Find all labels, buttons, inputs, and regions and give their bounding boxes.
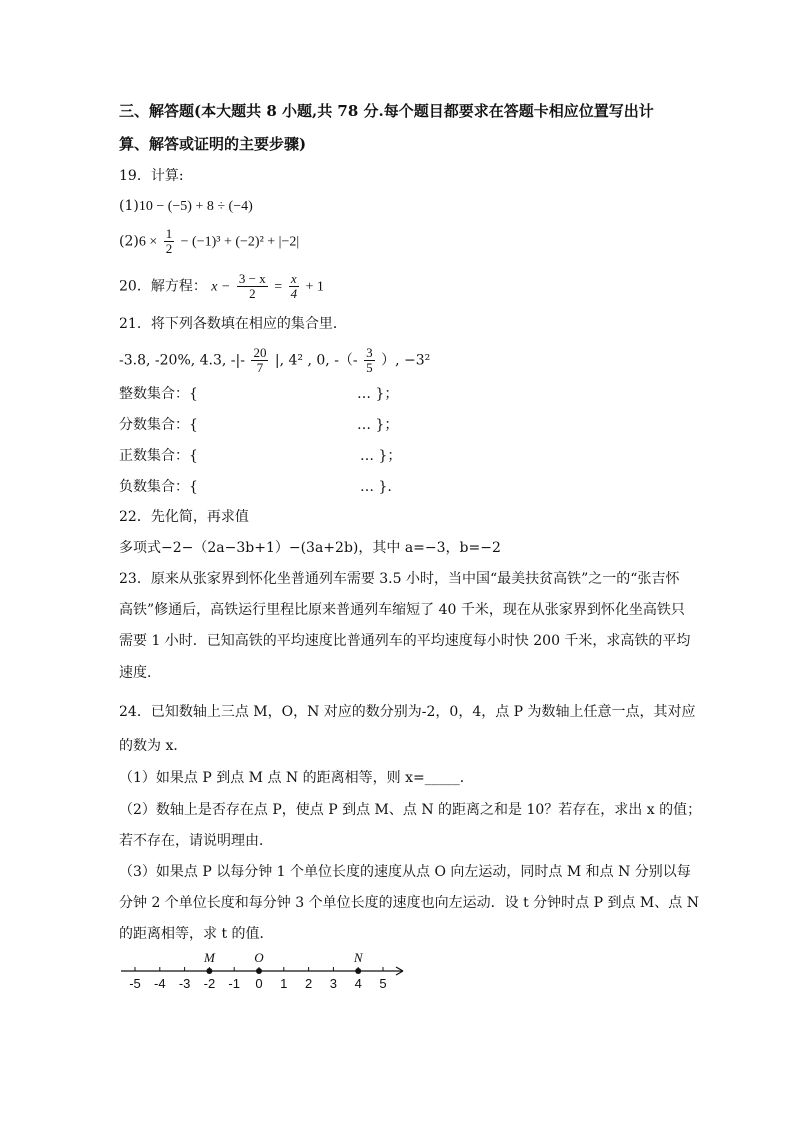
q24-line-2: 的数为 x．	[119, 738, 188, 754]
q20-fraction-1	[237, 272, 268, 301]
q20-title: 20．解方程：	[119, 278, 207, 295]
q21-title: 21．将下列各数填在相应的集合里．	[119, 316, 347, 332]
tick-label: 4	[354, 976, 362, 991]
point-m-marker	[206, 968, 212, 974]
q19-part1-label: (1)	[119, 198, 139, 214]
q19-part1-expr: 10 − (−5) + 8 ÷ (−4)	[138, 199, 253, 214]
q21-nums-part3: ）, −3²	[381, 352, 431, 369]
q24-line-3: （1）如果点 P 到点 M 点 N 的距离相等，则 x=_____．	[119, 770, 474, 786]
q20-tail: + 1	[305, 279, 324, 295]
frac-numerator: x	[289, 272, 300, 287]
q23-line-4: 速度．	[119, 665, 161, 681]
negative-set-row	[119, 477, 419, 497]
tick-label: -5	[129, 976, 141, 991]
q24-line-4: （2）数轴上是否存在点 P，使点 P 到点 M、点 N 的距离之和是 10？若存在，求出 x 的值；	[119, 802, 702, 818]
frac-denominator: 4	[290, 286, 298, 301]
section-heading-line1: 三、解答题(本大题共 8 小题,共 78 分.每个题目都要求在答题卡相应位置写出计	[119, 102, 654, 120]
q21-nums-part2: |, 4² , 0, -（-	[274, 352, 358, 369]
q21-abs-fraction	[251, 346, 268, 375]
positive-set-row	[119, 446, 419, 466]
q24-line-1: 24．已知数轴上三点 M，O，N 对应的数分别为-2，0，4，点 P 为数轴上任意一点，其对应	[119, 704, 696, 720]
frac-denominator: 5	[366, 360, 373, 375]
q20-lhs: x −	[211, 279, 231, 295]
q20-equation	[119, 272, 324, 301]
tick-label: -4	[154, 976, 166, 991]
q21-nums-part1: -3.8, -20%, 4.3, -|-	[119, 352, 245, 369]
q23-line-2: 高铁”修通后，高铁运行里程比原来普通列车缩短了 40 千米，现在从张家界到怀化坐高铁只	[119, 602, 685, 618]
q24-line-8: 的距离相等，求 t 的值．	[119, 926, 274, 942]
q20-equals: =	[274, 279, 283, 295]
negative-set-end: … }.	[360, 479, 392, 495]
q24-line-5: 若不存在，请说明理由．	[119, 833, 273, 849]
q22-body: 多项式−2−（2a−3b+1）−(3a+2b)，其中 a=−3，b=−2	[119, 540, 501, 556]
q19-part2-pre: 6 ×	[138, 234, 158, 250]
section-heading-line2: 算、解答或证明的主要步骤)	[119, 135, 307, 153]
frac-denominator: 2	[249, 286, 256, 301]
q19-part1	[119, 196, 253, 217]
fraction-set-row	[119, 415, 419, 435]
number-line-figure	[119, 944, 409, 996]
frac-numerator: 3 − x	[238, 271, 266, 286]
q20-fraction-2	[289, 272, 300, 301]
frac-denominator: 2	[165, 241, 173, 256]
tick-label: -3	[178, 976, 191, 991]
point-o-marker	[256, 968, 262, 974]
q23-line-3: 需要 1 小时．已知高铁的平均速度比普通列车的平均速度每小时快 200 千米，求高铁的平均	[119, 633, 691, 649]
tick-label: -1	[228, 976, 240, 991]
frac-denominator: 7	[256, 360, 264, 375]
q22-title: 22．先化简，再求值	[119, 509, 249, 525]
q24-line-7: 分钟 2 个单位长度和每分钟 3 个单位长度的速度也向左运动．设 t 分钟时点 P 到点 M、点 N	[119, 895, 699, 911]
integer-set-row	[119, 384, 419, 404]
point-m-label: M	[203, 950, 215, 965]
tick-label: 2	[304, 976, 313, 991]
positive-set-label: 正数集合：{	[119, 448, 198, 464]
q19-part2-label: (2)	[119, 233, 139, 250]
integer-set-end: … }；	[357, 386, 399, 402]
tick-label: 3	[329, 976, 338, 991]
negative-set-label: 负数集合：{	[119, 479, 198, 495]
tick-label: -2	[203, 976, 216, 991]
fraction-set-end: … }；	[357, 417, 399, 433]
q24-line-6: （3）如果点 P 以每分钟 1 个单位长度的速度从点 O 向左运动，同时点 M 和点 N 分别以每	[119, 864, 691, 880]
point-o-label: O	[254, 950, 264, 965]
frac-numerator: 20	[253, 345, 267, 360]
tick-label: 5	[379, 976, 387, 991]
q19-part2	[119, 227, 299, 256]
positive-set-end: … }；	[360, 448, 402, 464]
q23-line-1: 23．原来从张家界到怀化坐普通列车需要 3.5 小时，当中国“最美扶贫高铁”之一的“张吉怀	[119, 571, 680, 587]
q19-part2-fraction	[164, 227, 175, 256]
tick-label: 0	[255, 976, 263, 991]
number-line	[119, 944, 409, 992]
integer-set-label: 整数集合：{	[119, 386, 198, 402]
q21-neg-fraction	[364, 346, 375, 375]
frac-numerator: 1	[165, 226, 173, 241]
q21-number-list	[119, 346, 430, 375]
tick-label: 1	[280, 976, 288, 991]
q19-part2-post: − (−1)³ + (−2)² + |−2|	[180, 234, 300, 250]
point-n-marker	[355, 968, 361, 974]
q19-title: 19．计算:	[119, 168, 184, 184]
point-n-label: N	[353, 950, 363, 965]
fraction-set-label: 分数集合：{	[119, 417, 198, 433]
frac-numerator: 3	[366, 345, 373, 360]
